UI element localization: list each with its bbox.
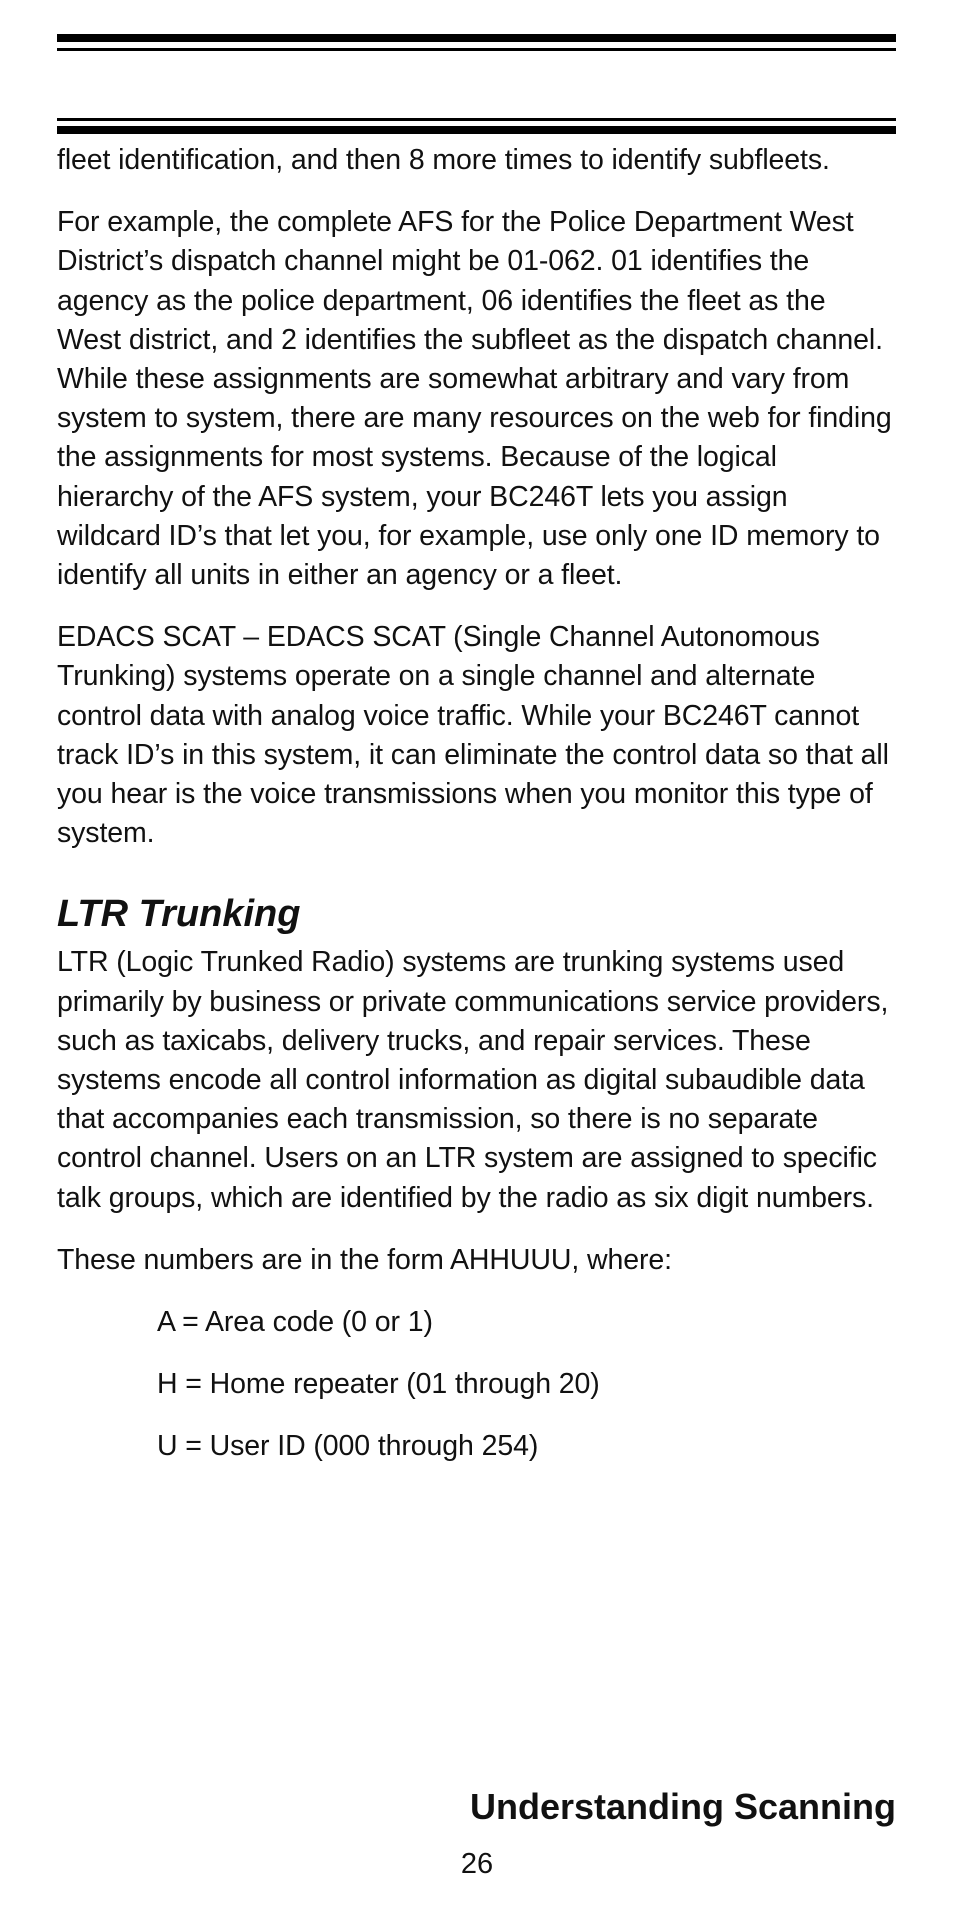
header-rule-thick (57, 34, 896, 42)
paragraph-fleet-identification: fleet identification, and then 8 more times to identify subfleets. (57, 144, 830, 176)
paragraph-afs-example: For example, the complete AFS for the Police Department West District’s dispatch channel might be 01-062. 01 identifies the agency as the police department, 06 identifies the fleet as the West district, and 2 identifies the subfleet as the dispatch channel. While these assignments are somewhat arbitrary and vary from system to system, there are many resources on the web for finding the assignments for most systems. Because of the logical hierarchy of the AFS system, your BC246T lets you assign wildcard ID’s that let you, for example, use only one ID memory to identify all units in either an agency or a fleet. (57, 206, 892, 592)
definition-area-code: A = Area code (0 or 1) (157, 1306, 433, 1339)
section-heading-ltr-trunking: LTR Trunking (57, 893, 301, 936)
header-rule-thin (57, 48, 896, 51)
page-body (57, 141, 897, 1467)
footer-section-title: Understanding Scanning (469, 1786, 896, 1827)
page-number: 26 (460, 1848, 494, 1880)
definition-user-id: U = User ID (000 through 254) (157, 1430, 539, 1463)
paragraph-number-format: These numbers are in the form AHHUUU, where: (57, 1243, 672, 1276)
paragraph-edacs-scat: EDACS SCAT – EDACS SCAT (Single Channel Autonomous Trunking) systems operate on a single channel and alternate control data with analog voice traffic. While your BC246T cannot track ID’s in this system, it can eliminate the control data so that all you hear is the voice transmissions when you monitor this type of system. (57, 621, 889, 850)
definition-home-repeater: H = Home repeater (01 through 20) (157, 1368, 600, 1401)
paragraph-ltr-description: LTR (Logic Trunked Radio) systems are trunking systems used primarily by business or private communications service providers, such as taxicabs, delivery trucks, and repair services. These systems encode all control information as digital subaudible data that accompanies each transmission, so there is no separate control channel. Users on an LTR system are assigned to specific talk groups, which are identified by the radio as six digit numbers. (57, 946, 889, 1214)
separator-rule-thick (57, 126, 896, 134)
separator-rule-thin (57, 118, 896, 121)
